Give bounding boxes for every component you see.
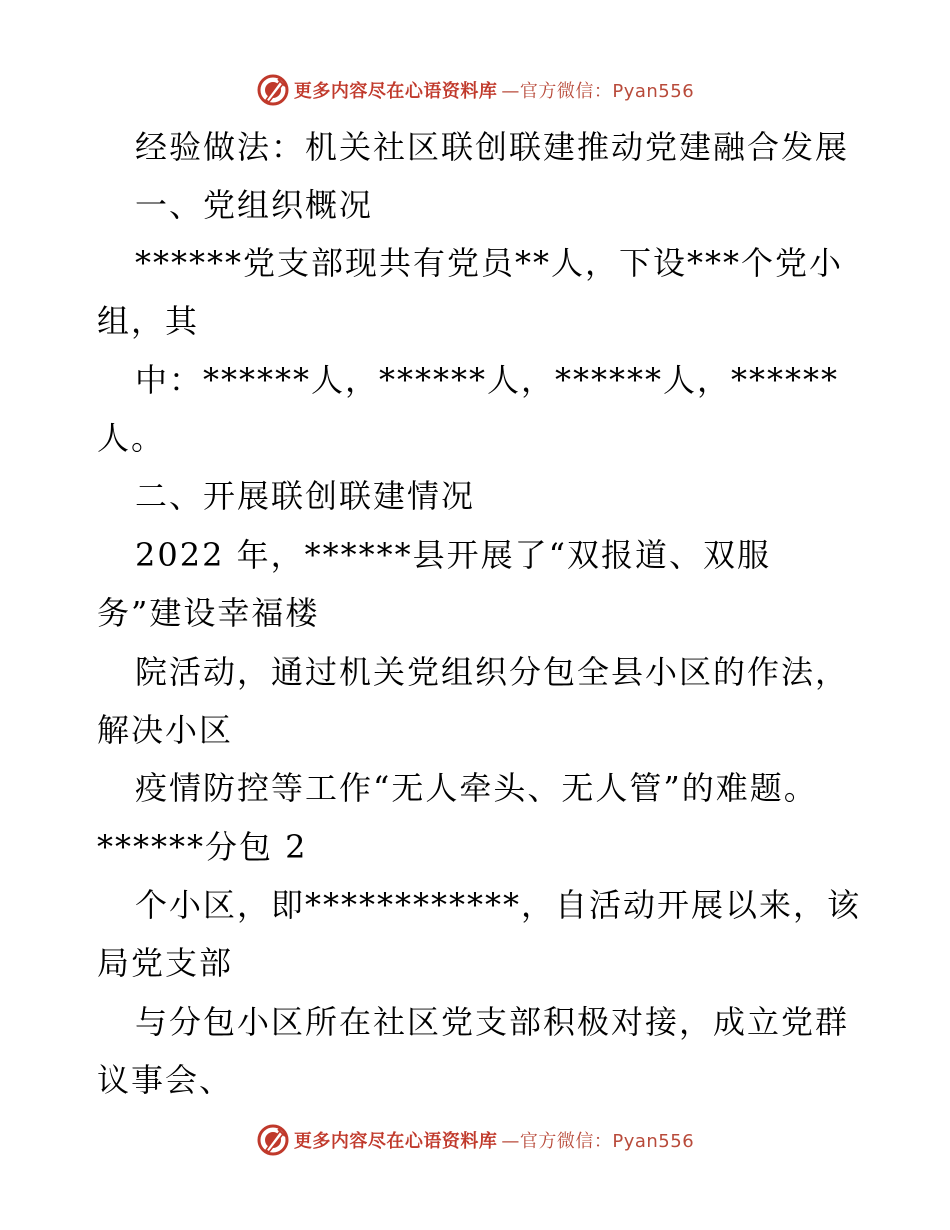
text-line: 务”建设幸福楼: [97, 594, 320, 632]
text-line: 2022 年，******县开展了“双报道、双服: [135, 536, 771, 574]
section-heading: 一、党组织概况: [135, 186, 374, 224]
text-line: 解决小区: [97, 711, 234, 749]
text-line: 局党支部: [97, 944, 234, 982]
banner-wechat-text: —官方微信：Pyan556: [501, 1131, 695, 1152]
section-heading: 二、开展联创联建情况: [135, 477, 476, 515]
text-line: 疫情防控等工作“无人牵头、无人管”的难题。: [135, 769, 818, 807]
document-title: 经验做法：机关社区联创联建推动党建融合发展: [135, 128, 850, 166]
text-line: 与分包小区所在社区党支部积极对接，成立党群: [135, 1003, 850, 1041]
banner-main-text: 更多内容尽在心语资料库: [293, 1131, 498, 1152]
brand-logo-icon: [256, 73, 290, 107]
footer-watermark-banner: [0, 1120, 950, 1160]
header-watermark-banner: [0, 70, 950, 110]
banner-wechat-text: —官方微信：Pyan556: [501, 81, 695, 102]
text-line: 人。: [97, 419, 166, 457]
text-line: 院活动，通过机关党组织分包全县小区的作法，: [135, 653, 850, 691]
brand-logo-icon: [256, 1123, 290, 1157]
text-line: 个小区，即************，自活动开展以来，该: [135, 886, 862, 924]
text-line: ******党支部现共有党员**人，下设***个党小: [135, 244, 844, 282]
text-line: 中：******人，******人，******人，******: [135, 361, 840, 399]
banner-main-text: 更多内容尽在心语资料库: [293, 81, 498, 102]
text-line: 组，其: [97, 302, 200, 340]
text-line: 议事会、: [97, 1061, 234, 1099]
text-line: ******分包 2: [97, 828, 308, 866]
